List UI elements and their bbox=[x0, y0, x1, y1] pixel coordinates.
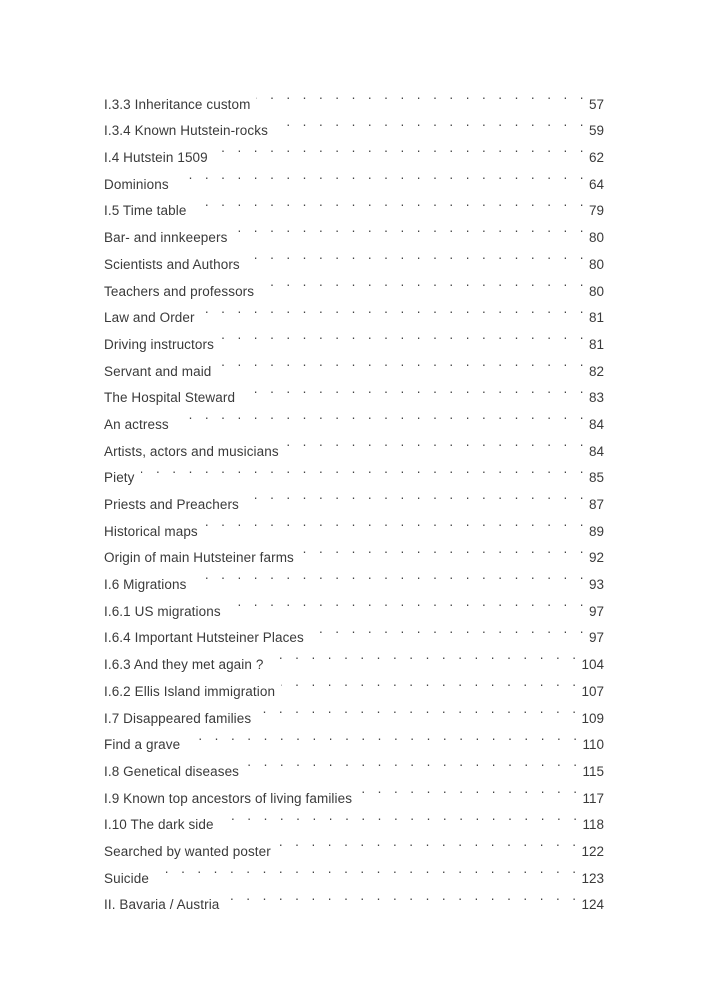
toc-entry[interactable] bbox=[104, 189, 604, 219]
toc-entry-title: Historical maps bbox=[104, 523, 198, 539]
toc-entry-page: 115 bbox=[582, 763, 604, 779]
dot-leader bbox=[246, 242, 588, 269]
toc-entry-page: 97 bbox=[588, 603, 604, 619]
toc-entry-page: 79 bbox=[588, 203, 604, 219]
toc-entry-page: 109 bbox=[581, 710, 604, 726]
toc-entry-page: 80 bbox=[588, 230, 604, 246]
dot-leader bbox=[186, 723, 581, 750]
toc-entry-title: I.7 Disappeared families bbox=[104, 710, 252, 726]
toc-entry-title: I.6 Migrations bbox=[104, 577, 187, 593]
toc-entry-title: Dominions bbox=[104, 176, 169, 192]
toc-entry-page: 110 bbox=[582, 737, 604, 753]
dot-leader bbox=[155, 856, 580, 883]
toc-entry-title: I.6.1 US migrations bbox=[104, 603, 221, 619]
dot-leader bbox=[269, 642, 580, 669]
table-of-contents bbox=[104, 82, 604, 913]
toc-entry-page: 84 bbox=[588, 443, 604, 459]
dot-leader bbox=[175, 162, 588, 189]
toc-entry-title: Scientists and Authors bbox=[104, 256, 240, 272]
toc-entry-page: 80 bbox=[588, 256, 604, 272]
toc-entry-page: 118 bbox=[582, 817, 604, 833]
dot-leader bbox=[217, 349, 588, 376]
dot-leader bbox=[241, 376, 588, 403]
toc-entry-page: 62 bbox=[588, 150, 604, 166]
toc-entry-page: 92 bbox=[588, 550, 604, 566]
toc-entry-page: 117 bbox=[582, 790, 604, 806]
toc-entry-title: I.3.3 Inheritance custom bbox=[104, 96, 251, 112]
toc-entry-title: I.3.4 Known Hutstein-rocks bbox=[104, 123, 268, 139]
toc-entry-title: I.6.3 And they met again ? bbox=[104, 657, 264, 673]
toc-entry-title: Origin of main Hutsteiner farms bbox=[104, 550, 294, 566]
dot-leader bbox=[245, 749, 581, 776]
dot-leader bbox=[285, 429, 588, 456]
toc-entry-title: II. Bavaria / Austria bbox=[104, 897, 220, 913]
toc-entry-title: The Hospital Steward bbox=[104, 390, 236, 406]
toc-entry-title: Teachers and professors bbox=[104, 283, 255, 299]
toc-entry-page: 85 bbox=[588, 470, 604, 486]
dot-leader bbox=[220, 322, 588, 349]
toc-entry-title: Priests and Preachers bbox=[104, 497, 239, 512]
dot-leader bbox=[192, 562, 588, 589]
toc-entry[interactable] bbox=[104, 883, 604, 913]
dot-leader bbox=[358, 776, 581, 803]
dot-leader bbox=[204, 509, 588, 536]
toc-entry-page: 81 bbox=[588, 310, 604, 326]
toc-entry[interactable] bbox=[104, 482, 604, 512]
toc-entry-page: 93 bbox=[588, 577, 604, 593]
dot-leader bbox=[214, 135, 588, 162]
toc-entry[interactable] bbox=[104, 856, 604, 886]
toc-entry-page: 89 bbox=[588, 523, 604, 539]
dot-leader bbox=[310, 616, 588, 643]
toc-entry-title: Servant and maid bbox=[104, 363, 212, 379]
toc-entry-page: 83 bbox=[588, 390, 604, 406]
toc-entry-title: I.6.4 Important Hutsteiner Places bbox=[104, 630, 304, 646]
toc-entry-title: I.6.2 Ellis Island immigration bbox=[104, 683, 276, 699]
toc-entry-page: 84 bbox=[588, 416, 604, 432]
dot-leader bbox=[260, 269, 588, 296]
toc-entry-title: Artists, actors and musicians bbox=[104, 443, 279, 459]
toc-entry-page: 64 bbox=[588, 176, 604, 192]
toc-entry-page: 57 bbox=[588, 96, 604, 112]
toc-entry-page: 123 bbox=[581, 870, 604, 886]
dot-leader bbox=[225, 883, 580, 910]
toc-entry-title: I.4 Hutstein 1509 bbox=[104, 150, 208, 166]
toc-entry-title: Suicide bbox=[104, 870, 149, 886]
toc-entry-title: I.5 Time table bbox=[104, 203, 187, 219]
toc-entry-page: 97 bbox=[588, 630, 604, 646]
toc-entry-title: I.9 Known top ancestors of living families bbox=[104, 790, 353, 806]
dot-leader bbox=[256, 82, 587, 109]
toc-entry-page: 82 bbox=[588, 363, 604, 379]
toc-entry-page: 107 bbox=[581, 683, 604, 699]
dot-leader bbox=[257, 696, 580, 723]
toc-entry-title: Bar- and innkeepers bbox=[104, 230, 228, 246]
dot-leader bbox=[281, 669, 580, 696]
dot-leader bbox=[192, 189, 588, 216]
toc-entry-title: An actress bbox=[104, 416, 169, 432]
toc-entry-page: 122 bbox=[581, 843, 604, 859]
toc-entry-title: Driving instructors bbox=[104, 336, 214, 352]
toc-entry-title: I.8 Genetical diseases bbox=[104, 763, 240, 779]
toc-entry[interactable] bbox=[104, 429, 604, 459]
dot-leader bbox=[220, 803, 582, 830]
toc-entry[interactable] bbox=[104, 456, 604, 486]
toc-entry-page: 124 bbox=[581, 897, 604, 913]
dot-leader bbox=[300, 536, 588, 563]
dot-leader bbox=[175, 402, 588, 429]
dot-leader bbox=[201, 296, 588, 323]
toc-entry-title: Piety bbox=[104, 470, 135, 486]
toc-entry-title: I.10 The dark side bbox=[104, 817, 214, 833]
toc-entry-title: Searched by wanted poster bbox=[104, 843, 271, 859]
dot-leader bbox=[277, 829, 581, 856]
toc-entry-page: 104 bbox=[581, 657, 604, 673]
toc-entry-title: Find a grave bbox=[104, 737, 181, 753]
toc-entry-page: 81 bbox=[588, 336, 604, 352]
toc-entry-page: 80 bbox=[588, 283, 604, 299]
toc-entry[interactable] bbox=[104, 402, 604, 432]
dot-leader bbox=[274, 109, 588, 136]
toc-entry-page: 59 bbox=[588, 123, 604, 139]
toc-entry-title: Law and Order bbox=[104, 310, 195, 326]
toc-entry-page: 87 bbox=[588, 497, 604, 512]
dot-leader bbox=[227, 589, 588, 616]
dot-leader bbox=[245, 482, 588, 509]
toc-entry[interactable] bbox=[104, 162, 604, 192]
toc-entry[interactable] bbox=[104, 82, 604, 112]
dot-leader bbox=[233, 215, 587, 242]
dot-leader bbox=[141, 456, 588, 483]
